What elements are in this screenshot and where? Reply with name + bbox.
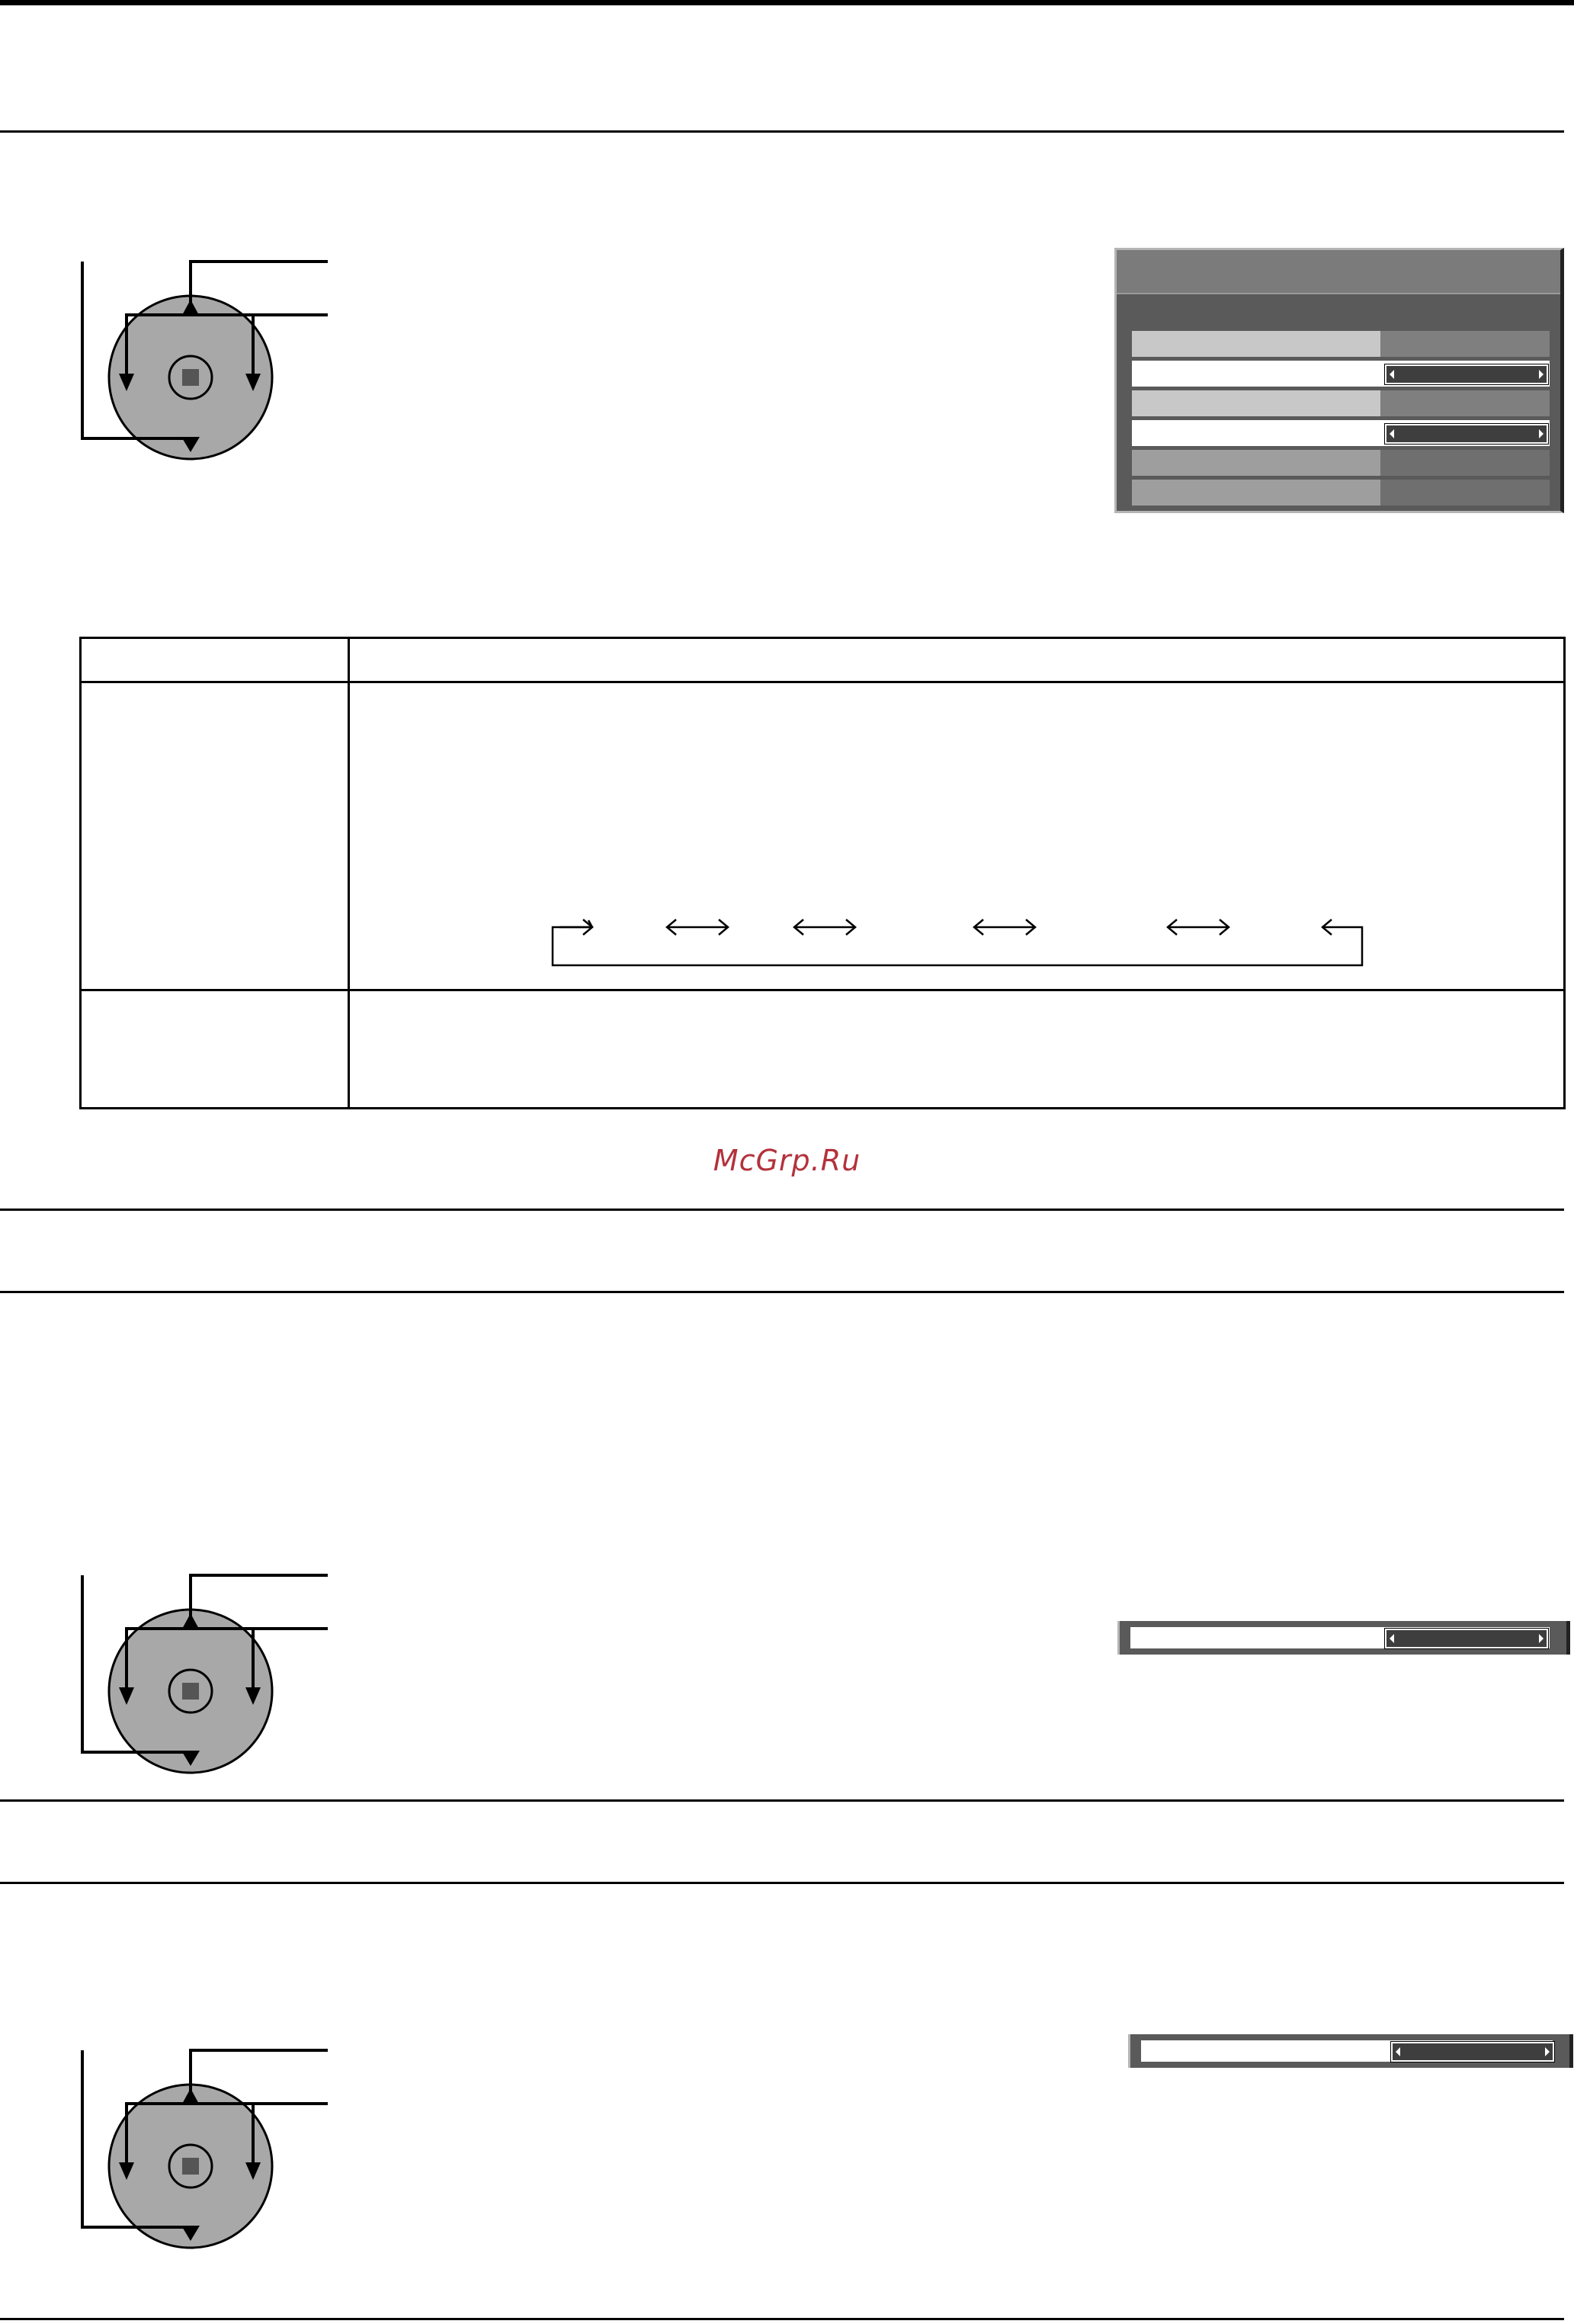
top-border bbox=[0, 0, 1574, 5]
bottom-rule bbox=[0, 2318, 1564, 2320]
remote-navigation-pad-diagram-3 bbox=[76, 2044, 343, 2265]
table-column-divider bbox=[348, 639, 350, 1107]
navigation-pad-icon bbox=[76, 1569, 343, 1790]
section-2-divider bbox=[0, 1291, 1564, 1293]
navigation-pad-icon bbox=[76, 255, 343, 477]
osd-value-selector bbox=[1391, 2042, 1554, 2062]
section-3-divider bbox=[0, 1882, 1564, 1884]
watermark: McGrp.Ru bbox=[713, 1144, 861, 1177]
osd-value-selector bbox=[1385, 424, 1548, 444]
osd-setting-strip-1 bbox=[1117, 1621, 1570, 1655]
table-row-divider bbox=[82, 989, 1563, 991]
mode-cycle-arrows-icon bbox=[549, 907, 1364, 968]
osd-setting-strip-2 bbox=[1128, 2034, 1573, 2068]
table-header-divider bbox=[82, 681, 1563, 683]
section-3-top-rule bbox=[0, 1799, 1564, 1802]
osd-menu-row-3 bbox=[1132, 390, 1550, 416]
section-2-top-rule bbox=[0, 1209, 1564, 1211]
osd-menu-row-5 bbox=[1132, 450, 1550, 476]
osd-menu-row-2-selected bbox=[1132, 361, 1550, 387]
remote-navigation-pad-diagram-1 bbox=[76, 255, 343, 477]
osd-value-selector bbox=[1385, 364, 1548, 384]
settings-table bbox=[79, 637, 1566, 1109]
osd-menu-row-6 bbox=[1132, 480, 1550, 506]
osd-menu-row-4-selected bbox=[1132, 420, 1550, 446]
navigation-pad-icon bbox=[76, 2044, 343, 2265]
remote-navigation-pad-diagram-2 bbox=[76, 1569, 343, 1790]
osd-menu-row-1 bbox=[1132, 331, 1550, 357]
osd-menu-screenshot bbox=[1114, 248, 1564, 513]
osd-value-selector bbox=[1385, 1629, 1548, 1648]
section-1-divider bbox=[0, 130, 1564, 133]
osd-menu-title-bar bbox=[1117, 250, 1560, 294]
